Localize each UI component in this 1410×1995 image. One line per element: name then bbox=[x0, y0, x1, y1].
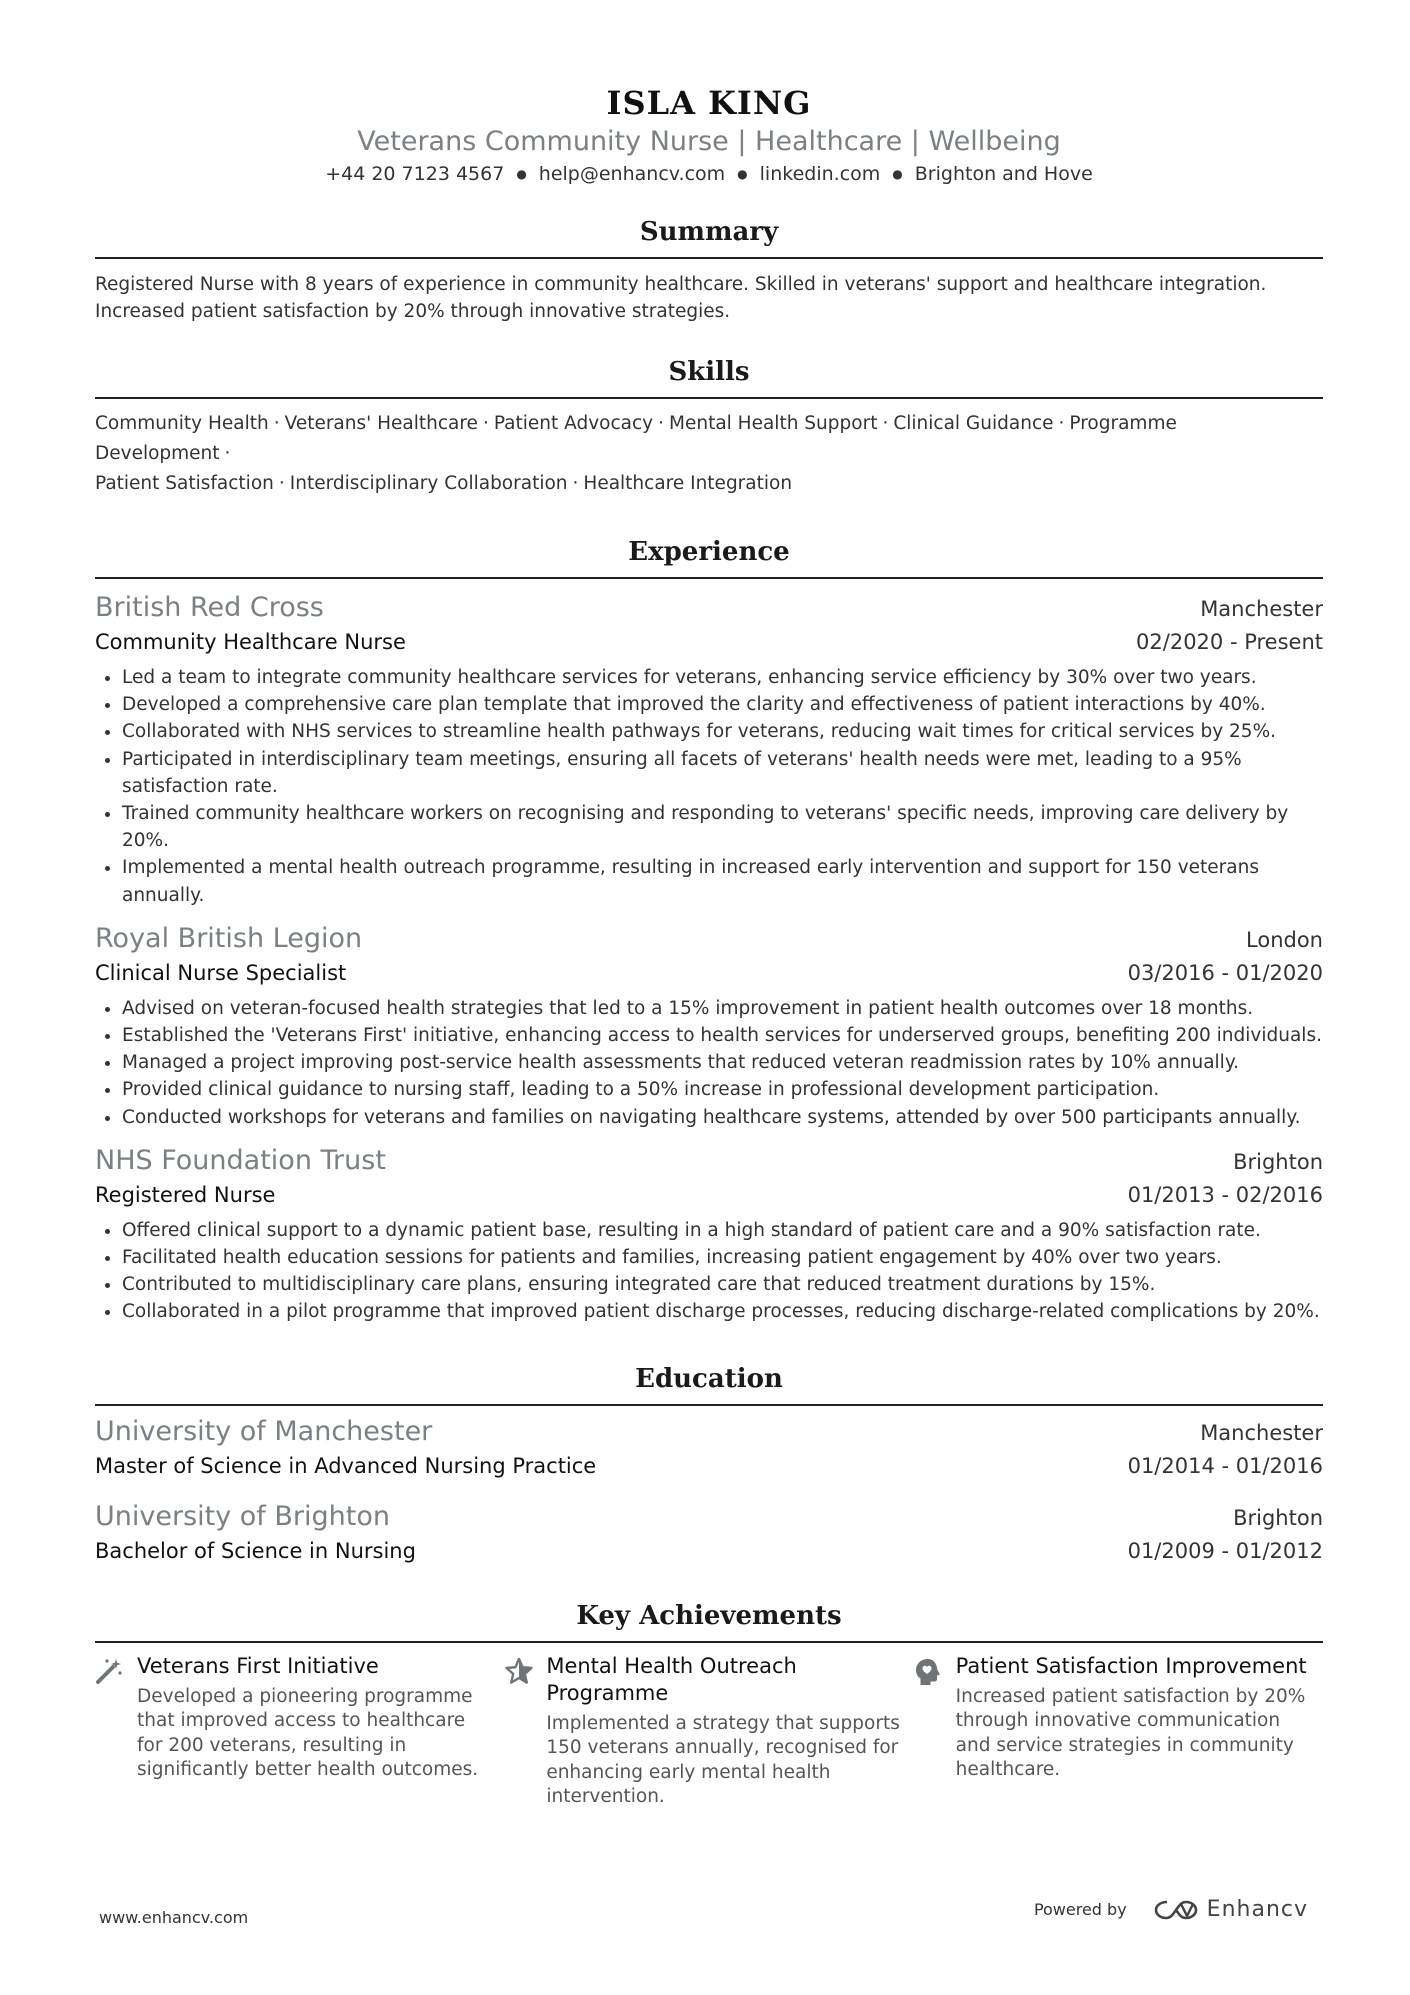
achievements-grid bbox=[95, 1653, 1323, 1810]
job-entry bbox=[95, 1143, 1323, 1326]
achievement-description: Implemented a strategy that supports 150 veterans annually, recognised for enhancing early mental health intervention. bbox=[546, 1712, 900, 1808]
skill-item: Community Health bbox=[95, 413, 269, 434]
candidate-name: ISLA KING bbox=[606, 84, 812, 122]
summary-section bbox=[95, 215, 1323, 325]
section-title: Experience bbox=[95, 535, 1323, 579]
summary-text: Registered Nurse with 8 years of experience in community healthcare. Skilled in veterans' support and healthcare integration. Increased patient satisfaction by 20% through innovative strategies. bbox=[95, 274, 1267, 322]
degree: Master of Science in Advanced Nursing Practice bbox=[95, 1453, 597, 1478]
headline: Veterans Community Nurse | Healthcare | Wellbeing bbox=[357, 126, 1061, 157]
job-bullets bbox=[95, 995, 1323, 1131]
section-title: Education bbox=[95, 1362, 1323, 1406]
powered-by-label: Powered by bbox=[1033, 1900, 1127, 1919]
job-dates: 01/2013 - 02/2016 bbox=[1127, 1182, 1323, 1207]
job-bullet: • Facilitated health education sessions for patients and families, increasing patient engagement by 40% over two years. bbox=[122, 1244, 1323, 1271]
job-bullets bbox=[95, 1217, 1323, 1326]
job-bullet: • Conducted workshops for veterans and families on navigating healthcare systems, attended by over 500 participants annually. bbox=[122, 1104, 1323, 1131]
contact-location: Brighton and Hove bbox=[914, 163, 1093, 185]
skill-item: Healthcare Integration bbox=[583, 473, 793, 494]
head-heart-icon bbox=[914, 1653, 956, 1810]
job-dates: 02/2020 - Present bbox=[1136, 630, 1323, 654]
job-bullet: • Implemented a mental health outreach programme, resulting in increased early intervention and support for 150 veterans annually. bbox=[122, 854, 1323, 908]
footer-branding bbox=[1034, 1897, 1308, 1922]
job-location: Manchester bbox=[1200, 597, 1323, 621]
job-bullet: • Contributed to multidisciplinary care plans, ensuring integrated care that reduced treatment durations by 15%. bbox=[122, 1271, 1323, 1298]
job-entry bbox=[95, 590, 1323, 909]
enhancv-logo-icon bbox=[1153, 1898, 1199, 1922]
footer-website[interactable]: www.enhancv.com bbox=[99, 1908, 249, 1927]
section-title: Skills bbox=[95, 355, 1323, 399]
star-icon bbox=[504, 1653, 546, 1810]
job-bullet: • Offered clinical support to a dynamic patient base, resulting in a high standard of patient care and a 90% satisfaction rate. bbox=[122, 1217, 1323, 1244]
achievement-title: Patient Satisfaction Improvement bbox=[955, 1653, 1307, 1678]
achievement-title: Mental Health Outreach Programme bbox=[546, 1653, 797, 1705]
skill-item: Clinical Guidance bbox=[893, 413, 1054, 434]
contact-phone: +44 20 7123 4567 bbox=[325, 163, 505, 185]
job-bullet: • Collaborated with NHS services to streamline health pathways for veterans, reducing wait times for critical services by 25%. bbox=[122, 718, 1323, 745]
contact-line bbox=[95, 161, 1323, 187]
job-bullet: • Developed a comprehensive care plan template that improved the clarity and effectiveness of patient interactions by 40%. bbox=[122, 691, 1323, 718]
resume-page bbox=[95, 84, 1323, 1810]
separator-dot: ● bbox=[516, 167, 527, 181]
job-organization: Royal British Legion bbox=[95, 922, 363, 954]
achievement-item bbox=[95, 1653, 504, 1810]
education-section bbox=[95, 1362, 1323, 1567]
skill-item: Programme Development bbox=[95, 413, 1177, 464]
job-organization: NHS Foundation Trust bbox=[95, 1144, 386, 1176]
job-bullets bbox=[95, 664, 1323, 909]
section-title: Key Achievements bbox=[95, 1599, 1323, 1643]
job-location: London bbox=[1246, 927, 1323, 952]
achievement-description: Increased patient satisfaction by 20% through innovative communication and service strategies in community healthcare. bbox=[955, 1685, 1306, 1781]
resume-header bbox=[95, 84, 1323, 187]
skill-item: Patient Advocacy bbox=[493, 413, 654, 434]
skills-section bbox=[95, 355, 1323, 499]
job-bullet: • Trained community healthcare workers on recognising and responding to veterans' specific needs, improving care delivery by 20%. bbox=[122, 800, 1323, 854]
job-entry bbox=[95, 921, 1323, 1131]
school-location: Manchester bbox=[1200, 1420, 1323, 1445]
school-name: University of Brighton bbox=[95, 1500, 390, 1532]
job-bullet: • Provided clinical guidance to nursing staff, leading to a 50% increase in professional development participation. bbox=[122, 1076, 1323, 1103]
job-role: Community Healthcare Nurse bbox=[95, 630, 406, 654]
job-role: Registered Nurse bbox=[95, 1182, 276, 1207]
education-dates: 01/2014 - 01/2016 bbox=[1127, 1453, 1323, 1478]
job-dates: 03/2016 - 01/2020 bbox=[1127, 960, 1323, 985]
brand-name: Enhancv bbox=[1206, 1897, 1308, 1922]
separator-dot: ● bbox=[737, 167, 748, 181]
magic-wand-icon bbox=[95, 1653, 137, 1810]
school-location: Brighton bbox=[1233, 1505, 1323, 1530]
achievement-description: Developed a pioneering programme that improved access to healthcare for 200 veterans, resulting in significantly better health outcomes. bbox=[137, 1685, 479, 1781]
job-bullet: • Established the 'Veterans First' initiative, enhancing access to health services for underserved groups, benefiting 200 individuals. bbox=[122, 1022, 1323, 1049]
job-bullet: • Advised on veteran-focused health strategies that led to a 15% improvement in patient health outcomes over 18 months. bbox=[122, 995, 1323, 1022]
education-entry bbox=[95, 1414, 1323, 1482]
job-bullet: • Collaborated in a pilot programme that improved patient discharge processes, reducing discharge-related complications by 20%. bbox=[122, 1298, 1323, 1325]
section-title: Summary bbox=[95, 215, 1323, 259]
job-bullet: • Managed a project improving post-service health assessments that reduced veteran readmission rates by 10% annually. bbox=[122, 1049, 1323, 1076]
job-organization: British Red Cross bbox=[95, 592, 324, 623]
skill-item: Interdisciplinary Collaboration bbox=[289, 473, 568, 494]
achievement-item bbox=[504, 1653, 913, 1810]
enhancv-logo[interactable] bbox=[1153, 1897, 1308, 1922]
skill-item: Patient Satisfaction bbox=[95, 473, 274, 494]
skills-list: Community Health · Veterans' Healthcare · Patient Advocacy · Mental Health Support · Clinical Guidance · Programme Development · Patient Satisfaction · Interdisciplinary Collaboration · Healthcare Integration bbox=[95, 413, 1177, 494]
achievements-section bbox=[95, 1599, 1323, 1810]
school-name: University of Manchester bbox=[95, 1415, 433, 1447]
education-dates: 01/2009 - 01/2012 bbox=[1127, 1538, 1323, 1563]
job-role: Clinical Nurse Specialist bbox=[95, 960, 347, 985]
job-bullet: • Participated in interdisciplinary team meetings, ensuring all facets of veterans' health needs were met, leading to a 95% satisfaction rate. bbox=[122, 746, 1323, 800]
degree: Bachelor of Science in Nursing bbox=[95, 1538, 416, 1563]
contact-linkedin[interactable]: linkedin.com bbox=[759, 163, 881, 185]
achievement-item bbox=[914, 1653, 1323, 1810]
education-entry bbox=[95, 1499, 1323, 1567]
job-location: Brighton bbox=[1233, 1149, 1323, 1174]
separator-dot: ● bbox=[892, 167, 903, 181]
job-bullet: • Led a team to integrate community healthcare services for veterans, enhancing service efficiency by 30% over two years. bbox=[122, 664, 1323, 691]
achievement-title: Veterans First Initiative bbox=[137, 1653, 379, 1678]
experience-section bbox=[95, 535, 1323, 1326]
skill-item: Veterans' Healthcare bbox=[284, 413, 478, 434]
skill-item: Mental Health Support bbox=[669, 413, 878, 434]
contact-email[interactable]: help@enhancv.com bbox=[538, 163, 726, 185]
